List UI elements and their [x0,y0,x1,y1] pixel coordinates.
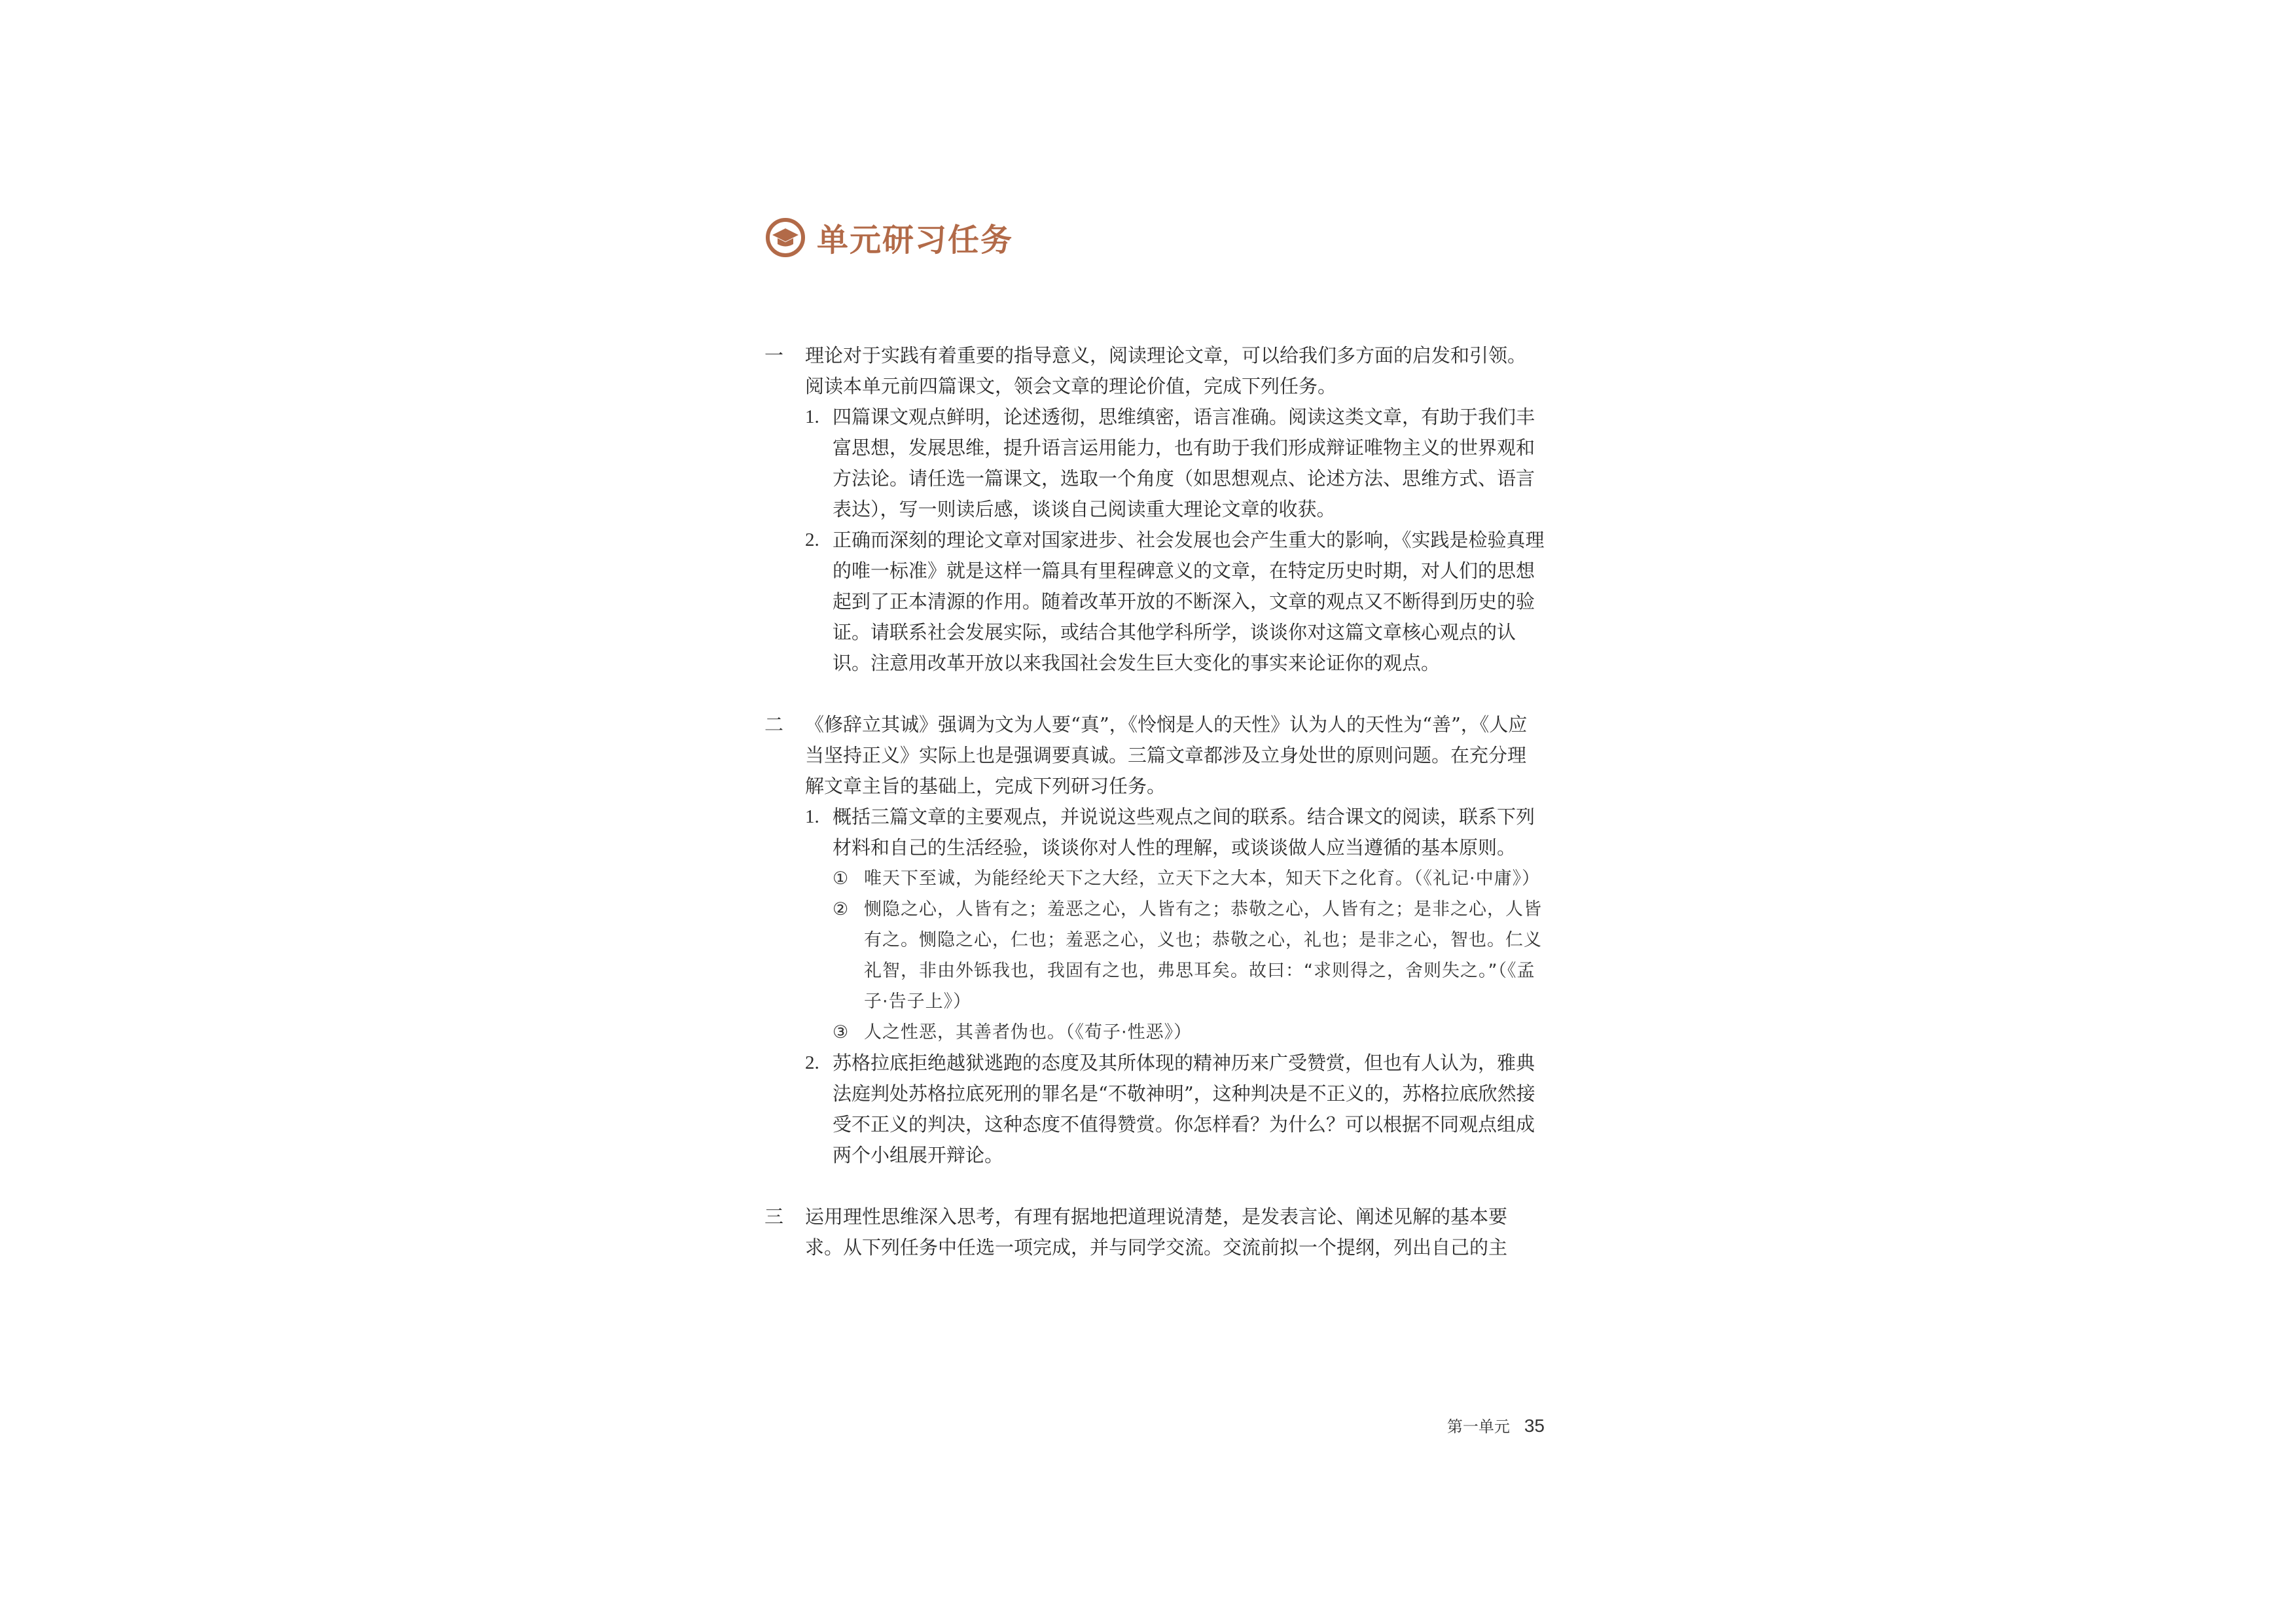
item-number: 1. [805,406,819,427]
section-intro: 理论对于实践有着重要的指导意义，阅读理论文章，可以给我们多方面的启发和引领。阅读本单元前四篇课文，领会文章的理论价值，完成下列任务。 [805,344,1527,397]
task-section-3 [764,1202,1545,1263]
quote-number: ② [833,899,850,919]
quote-text: 人之性恶，其善者伪也。（《荀子·性恶》） [864,1022,1193,1043]
section-number: 一 [764,344,784,366]
page-footer [1427,1414,1545,1436]
quote-text: 恻隐之心，人皆有之；羞恶之心，人皆有之；恭敬之心，人皆有之；是非之心，人皆有之。恻隐之心，仁也；羞恶之心，义也；恭敬之心，礼也；是非之心，智也。仁义礼智，非由外铄我也，我固有之也，弗思耳矣。故曰：“求则得之，舍则失之。”（《孟子·告子上》） [864,899,1542,1012]
section-number: 二 [764,713,784,736]
item-text: 四篇课文观点鲜明，论述透彻，思维缜密，语言准确。阅读这类文章，有助于我们丰富思想，发展思维，提升语言运用能力，也有助于我们形成辩证唯物主义的世界观和方法论。请任选一篇课文，选取一个角度（如思想观点、论述方法、思维方式、语言表达），写一则读后感，谈谈自己阅读重大理论文章的收获。 [833,406,1535,520]
section-heading [764,215,1013,260]
page-number: 35 [1524,1416,1545,1436]
item-number: 2. [805,529,819,550]
item-number: 2. [805,1052,819,1073]
page-title: 单元研习任务 [817,222,1014,259]
quote-number: ③ [833,1022,850,1043]
quote-number: ① [833,868,850,889]
item-text: 苏格拉底拒绝越狱逃跑的态度及其所体现的精神历来广受赞赏，但也有人认为，雅典法庭判处苏格拉底死刑的罪名是“不敬神明”，这种判决是不正义的，苏格拉底欣然接受不正义的判决，这种态度不值得赞赏。你怎样看？为什么？可以根据不同观点组成两个小组展开辩论。 [833,1052,1535,1166]
task-item [805,525,1545,679]
quote-item [833,863,1545,894]
item-text: 概括三篇文章的主要观点，并说说这些观点之间的联系。结合课文的阅读，联系下列材料和自己的生活经验，谈谈你对人性的理解，或谈谈做人应当遵循的基本原则。 [833,806,1535,859]
task-item [805,402,1545,525]
section-intro: 《修辞立其诚》强调为文为人要“真”，《怜悯是人的天性》认为人的天性为“善”，《人应当坚持正义》实际上也是强调要真诚。三篇文章都涉及立身处世的原则问题。在充分理解文章主旨的基础上，完成下列研习任务。 [805,713,1528,797]
quote-item [833,894,1545,1017]
section-intro: 运用理性思维深入思考，有理有据地把道理说清楚，是发表言论、阐述见解的基本要求。从下列任务中任选一项完成，并与同学交流。交流前拟一个提纲，列出自己的主 [805,1205,1508,1258]
task-item [805,1048,1545,1171]
task-list [764,340,1545,1263]
section-gap [764,679,1545,709]
footer-unit-label: 第一单元 [1446,1418,1510,1436]
task-item [805,802,1545,1048]
task-section-1 [764,340,1545,679]
quote-text: 唯天下至诚，为能经纶天下之大经，立天下之大本，知天下之化育。（《礼记·中庸》） [864,868,1541,889]
graduation-cap-icon [764,217,806,259]
task-section-2 [764,709,1545,1171]
item-text: 正确而深刻的理论文章对国家进步、社会发展也会产生重大的影响，《实践是检验真理的唯一标准》就是这样一篇具有里程碑意义的文章，在特定历史时期，对人们的思想起到了正本清源的作用。随着改革开放的不断深入，文章的观点又不断得到历史的验证。请联系社会发展实际，或结合其他学科所学，谈谈你对这篇文章核心观点的认识。注意用改革开放以来我国社会发生巨大变化的事实来论证你的观点。 [833,529,1545,674]
item-number: 1. [805,806,819,827]
section-number: 三 [764,1205,784,1228]
quote-item [833,1017,1545,1048]
section-gap [764,1171,1545,1202]
